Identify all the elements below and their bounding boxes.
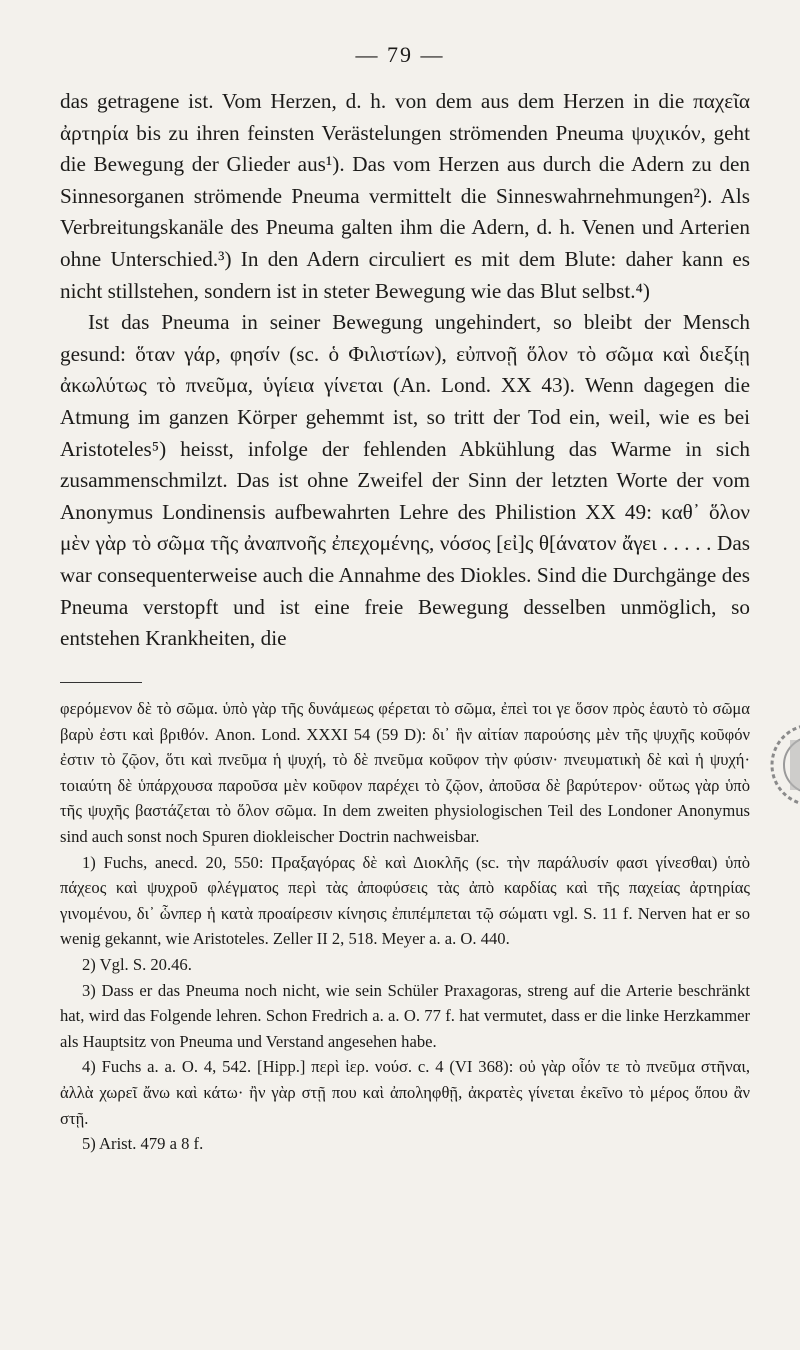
footnote-1: 1) Fuchs, anecd. 20, 550: Πραξαγόρας δὲ καὶ Διοκλῆς (sc. τὴν παράλυσίν φασι γίνεσθαι) ὑπὸ πάχεος καὶ ψυχροῦ φλέγματος περὶ τὰς ἀποφύσεις τὰς ἀπὸ καρδίας καὶ τῆς παχείας ἀρτηρίας γινομένου, δι᾽ ὧνπερ ἡ κατὰ προαίρεσιν κίνησις ἐπιπέμπεται τῷ σώματι vgl. S. 11 f. Nerven hat er so wenig gekannt, wie Aristoteles. Zeller II 2, 518. Meyer a. a. O. 440. bbox=[60, 852, 750, 949]
footnote-2: 2) Vgl. S. 20.46. bbox=[82, 954, 192, 974]
footnote-continuation: φερόμενον δὲ τὸ σῶμα. ὑπὸ γὰρ τῆς δυνάμεως φέρεται τὸ σῶμα, ἐπεὶ τοι γε ὅσον πρὸς ἑαυτὸ τὸ σῶμα βαρὺ ἐστι καὶ βριθόν. Anon. Lond. XXXI 54 (59 D): δι᾽ ἣν αἰτίαν παρούσης μὲν τῆς ψυχῆς κοῦφόν ἐστιν τὸ ζῷον, ὅτι καὶ πνεῦμα ἡ ψυχή, τὸ δὲ πνεῦμα κοῦφον τὴν φύσιν· πνευματικὴ δὲ καὶ ἡ ψυχή· τοιαύτη δὲ ὑπάρχουσα παροῦσα μὲν κοῦφον παρέχει τὸ ζῷον, ἀποῦσα δὲ βαρύτερον· οὕτως γὰρ ὑπὸ τῆς ψυχῆς βαστάζεται τὸ ὅλον σῶμα. In dem zweiten physiologischen Teil des Londoner Anonymus sind auch sonst noch Spuren diokleischer Doctrin nachweisbar. bbox=[60, 699, 750, 846]
footnote-5: 5) Arist. 479 a 8 f. bbox=[82, 1134, 204, 1154]
library-stamp-icon bbox=[760, 680, 800, 850]
footnote-4: 4) Fuchs a. a. O. 4, 542. [Hipp.] περὶ ἱερ. νούσ. c. 4 (VI 368): οὐ γὰρ οἷόν τε τὸ πνεῦμα στῆναι, ἀλλὰ χωρεῖ ἄνω καὶ κάτω· ἢν γὰρ στῇ που καὶ ἀποληφθῇ, ἀκρατὲς γίνεται ἐκεῖνο τὸ μέρος ὅπου ἂν στῇ. bbox=[60, 1057, 750, 1128]
main-text bbox=[60, 86, 750, 655]
body-paragraph-1: das getragene ist. Vom Herzen, d. h. von dem aus dem Herzen in die παχεῖα ἀρτηρία bis zu ihren feinsten Verästelungen strömenden Pneuma ψυχικόν, geht die Bewegung der Glieder aus¹). Das vom Herzen aus durch die Adern zu den Sinnesorganen strömende Pneuma vermittelt die Sinneswahrnehmungen²). Als Verbreitungskanäle des Pneuma galten ihm die Adern, d. h. Venen und Arterien ohne Unterschied.³) In den Adern circuliert es mit dem Blute: daher kann es nicht stillstehen, sondern ist in steter Bewegung wie das Blut selbst.⁴) bbox=[60, 89, 750, 303]
footnotes bbox=[60, 696, 750, 1157]
page-number: — 79 — bbox=[355, 42, 445, 67]
footnote-separator bbox=[60, 682, 142, 683]
footnote-3: 3) Dass er das Pneuma noch nicht, wie sein Schüler Praxagoras, streng auf die Arterie beschränkt hat, wird das Folgende lehren. Schon Fredrich a. a. O. 77 f. hat vermutet, dass er die linke Herzkammer als Hauptsitz von Pneuma und Verstand angesehen habe. bbox=[60, 980, 750, 1051]
body-paragraph-2: Ist das Pneuma in seiner Bewegung ungehindert, so bleibt der Mensch gesund: ὅταν γάρ, φησίν (sc. ὁ Φιλιστίων), εὐπνοῇ ὅλον τὸ σῶμα καὶ διεξίῃ ἀκωλύτως τὸ πνεῦμα, ὑγίεια γίνεται (An. Lond. XX 43). Wenn dagegen die Atmung im ganzen Körper gehemmt ist, so tritt der Tod ein, weil, wie es bei Aristoteles⁵) heisst, infolge der fehlenden Abkühlung das Warme in sich zusammenschmilzt. Das ist ohne Zweifel der Sinn der letzten Worte der vom Anonymus Londinensis aufbewahrten Lehre des Philistion XX 49: καθ᾽ ὅλον μὲν γὰρ τὸ σῶμα τῆς ἀναπνοῆς ἐπεχομένης, νόσος [εἰ]ς θ[άνατον ἄγει . . . . . Das war consequenterweise auch die Annahme des Diokles. Sind die Durchgänge des Pneuma verstopft und ist eine freie Bewegung desselben unmöglich, so entstehen Krankheiten, die bbox=[60, 310, 750, 651]
